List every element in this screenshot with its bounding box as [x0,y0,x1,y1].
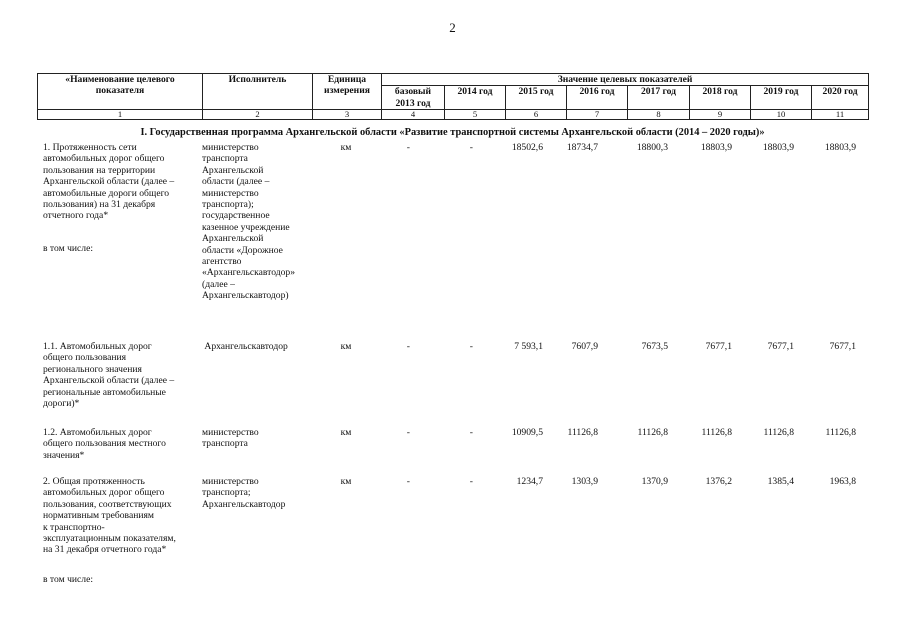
header-year: 2019 год [751,86,812,110]
unit: км [340,427,352,438]
value-2014: - [469,427,473,438]
header-executor: Исполнитель [203,74,313,110]
value-base: - [406,142,410,153]
value-2020: 18803,9 [824,142,856,153]
including-label: в том числе: [43,243,94,254]
value-base: - [406,476,410,487]
value-2014: - [469,476,473,487]
value-2014: - [469,341,473,352]
unit: км [340,476,352,487]
value-2018: 18803,9 [700,142,732,153]
indicator-name: 2. Общая протяженность автомобильных дорог общего пользования, соответствующих нормативным требованиям к транспортно- эксплуатационным показателям, на 31 декабря отчетного года* [43,476,176,556]
indicator-name: 1. Протяженность сети автомобильных дорог общего пользования на территории Архангельской области (далее – автомобильные дороги общего пользования) на 31 декабря отчетного года* [43,142,175,222]
col-number: 10 [751,110,812,120]
header-year: 2015 год [506,86,567,110]
unit: км [340,142,352,153]
indicator-name: 1.1. Автомобильных дорог общего пользования регионального значения Архангельской области (далее – региональные автомобильные дороги)* [43,341,175,410]
header-base [382,86,445,110]
value-2020: 1963,8 [829,476,856,487]
value-2017: 11126,8 [637,427,668,438]
value-2016: 1303,9 [571,476,598,487]
value-2016: 11126,8 [567,427,598,438]
value-2017: 1370,9 [641,476,668,487]
col-number: 6 [506,110,567,120]
table-header [37,73,869,120]
executor: министерство транспорта Архангельской области (далее – министерство транспорта); государственное казенное учреждение Архангельской области «Дорожное агентство «Архангельскавтодор» (далее – Архангельскавтодор) [202,142,295,302]
indicator-name: 1.2. Автомобильных дорог общего пользования местного значения* [43,427,166,461]
col-number: 7 [567,110,628,120]
col-number: 11 [812,110,869,120]
including-label: в том числе: [43,574,94,585]
executor: Архангельскавтодор [202,341,288,352]
col-number: 9 [690,110,751,120]
col-number: 4 [382,110,445,120]
header-year: 2018 год [690,86,751,110]
section-title: I. Государственная программа Архангельской области «Развитие транспортной системы Архангельской области (2014 – 2020 годы)» [140,127,765,138]
col-number: 3 [313,110,382,120]
header-base-line1: базовый [394,86,432,98]
header-year: 2016 год [567,86,628,110]
header-year: 2014 год [445,86,506,110]
header-values-group: Значение целевых показателей [382,74,869,86]
header-year: 2017 год [628,86,690,110]
header-name: «Наименование целевого показателя [38,74,203,110]
unit: км [340,341,352,352]
col-number: 1 [38,110,203,120]
value-2014: - [469,142,473,153]
value-2015: 18502,6 [511,142,543,153]
value-2018: 11126,8 [701,427,732,438]
value-2017: 7673,5 [641,341,668,352]
value-2020: 11126,8 [825,427,856,438]
value-2017: 18800,3 [636,142,668,153]
value-2015: 10909,5 [511,427,543,438]
value-2016: 7607,9 [571,341,598,352]
value-2015: 1234,7 [516,476,543,487]
col-number: 2 [203,110,313,120]
value-2018: 7677,1 [705,341,732,352]
col-number: 8 [628,110,690,120]
value-2015: 7 593,1 [514,341,543,352]
col-number: 5 [445,110,506,120]
header-base-line2: 2013 год [395,97,431,109]
executor: министерство транспорта; Архангельскавтодор [202,476,286,510]
header-unit: Единица измерения [313,74,382,110]
value-2018: 1376,2 [705,476,732,487]
value-2019: 18803,9 [762,142,794,153]
header-year: 2020 год [812,86,869,110]
value-2019: 1385,4 [767,476,794,487]
value-2019: 7677,1 [767,341,794,352]
value-base: - [406,427,410,438]
value-2019: 11126,8 [763,427,794,438]
value-2016: 18734,7 [566,142,598,153]
executor: министерство транспорта [202,427,259,450]
value-base: - [406,341,410,352]
page-number: 2 [449,20,456,35]
value-2020: 7677,1 [829,341,856,352]
